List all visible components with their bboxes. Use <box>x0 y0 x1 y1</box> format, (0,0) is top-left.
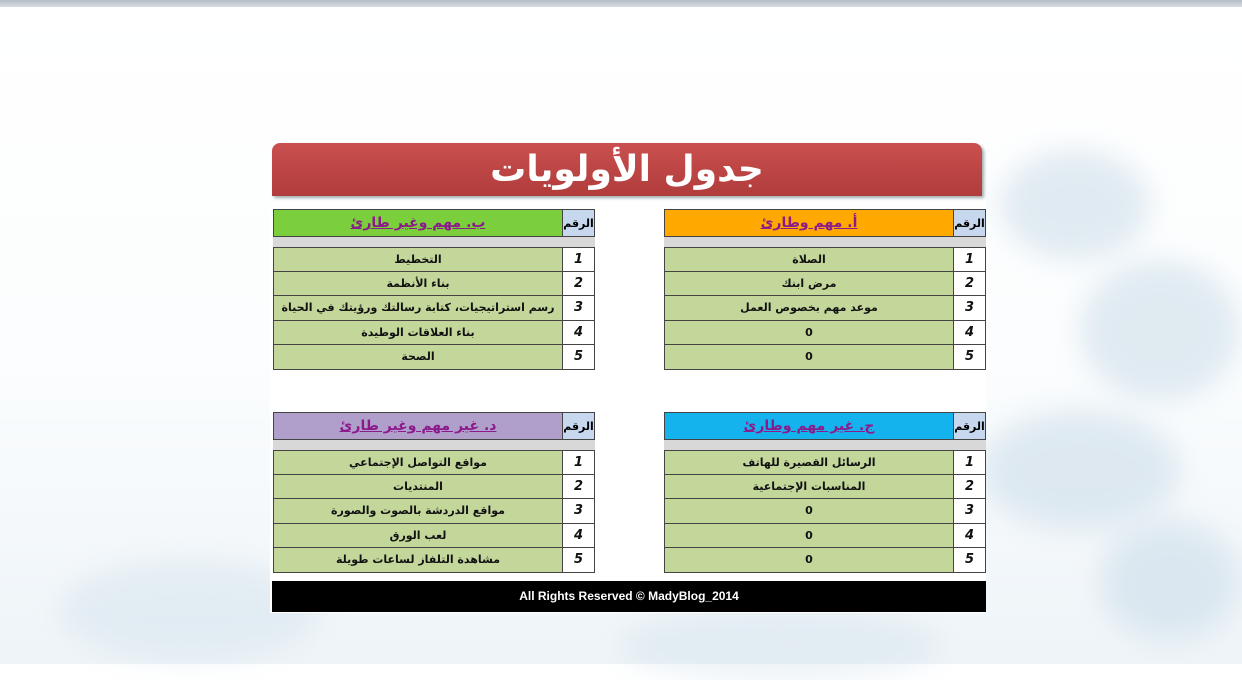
row-number: 3 <box>954 296 986 321</box>
table-row <box>664 321 986 346</box>
table-row <box>273 321 595 346</box>
quadrant-c-title[interactable]: ج. غير مهم وطارئ <box>664 412 954 440</box>
number-column-header: الرقم <box>954 412 986 440</box>
item-cell[interactable]: رسم استراتيجيات، كتابة رسالتك ورؤيتك في الحياة <box>273 296 563 321</box>
table-row <box>273 450 595 475</box>
table-row <box>664 296 986 321</box>
item-cell[interactable]: مواقع التواصل الإجتماعي <box>273 450 563 475</box>
row-number: 1 <box>954 450 986 475</box>
table-row <box>664 548 986 573</box>
item-cell[interactable]: مشاهدة التلفاز لساعات طويلة <box>273 548 563 573</box>
row-number: 2 <box>954 272 986 297</box>
table-row <box>273 499 595 524</box>
item-cell[interactable]: 0 <box>664 548 954 573</box>
row-number: 3 <box>563 499 595 524</box>
row-number: 5 <box>563 548 595 573</box>
item-cell[interactable]: 0 <box>664 499 954 524</box>
row-number: 4 <box>954 321 986 346</box>
row-number: 1 <box>563 247 595 272</box>
row-number: 4 <box>563 524 595 549</box>
table-row <box>273 296 595 321</box>
background-cloud <box>1000 150 1150 260</box>
table-row <box>664 345 986 370</box>
quadrant-b-title[interactable]: ب. مهم وغير طارئ <box>273 209 563 237</box>
item-cell[interactable]: موعد مهم بخصوص العمل <box>664 296 954 321</box>
quadrant-header <box>664 209 986 237</box>
item-cell[interactable]: الصلاة <box>664 247 954 272</box>
item-cell[interactable]: الصحة <box>273 345 563 370</box>
separator <box>273 440 595 450</box>
item-cell[interactable]: المناسبات الإجتماعية <box>664 475 954 500</box>
quadrant-header <box>273 412 595 440</box>
item-cell[interactable]: التخطيط <box>273 247 563 272</box>
number-column-header: الرقم <box>563 412 595 440</box>
item-cell[interactable]: 0 <box>664 321 954 346</box>
background-cloud <box>620 610 940 680</box>
quadrant-header <box>273 209 595 237</box>
row-number: 5 <box>954 548 986 573</box>
quadrant-c-list <box>664 450 986 573</box>
row-number: 4 <box>954 524 986 549</box>
background-cloud <box>980 410 1180 530</box>
table-row <box>273 345 595 370</box>
top-border <box>0 0 1242 7</box>
background-cloud <box>1100 520 1240 640</box>
row-number: 3 <box>563 296 595 321</box>
row-number: 2 <box>954 475 986 500</box>
separator <box>664 440 986 450</box>
table-row <box>664 524 986 549</box>
row-number: 1 <box>954 247 986 272</box>
table-row <box>664 450 986 475</box>
number-column-header: الرقم <box>563 209 595 237</box>
row-number: 3 <box>954 499 986 524</box>
row-number: 5 <box>954 345 986 370</box>
background-cloud <box>1080 260 1240 400</box>
item-cell[interactable]: بناء العلاقات الوطيدة <box>273 321 563 346</box>
table-row <box>273 524 595 549</box>
item-cell[interactable]: الرسائل القصيرة للهاتف <box>664 450 954 475</box>
quadrant-d-list <box>273 450 595 573</box>
quadrant-b-list <box>273 247 595 370</box>
copyright-footer: All Rights Reserved © MadyBlog_2014 <box>272 581 986 612</box>
quadrant-d-title[interactable]: د. غير مهم وغير طارئ <box>273 412 563 440</box>
row-number: 1 <box>563 450 595 475</box>
item-cell[interactable]: مرض ابنك <box>664 272 954 297</box>
table-row <box>664 247 986 272</box>
separator <box>273 237 595 247</box>
table-row <box>273 548 595 573</box>
table-row <box>273 247 595 272</box>
row-number: 5 <box>563 345 595 370</box>
page-title: جدول الأولويات <box>272 143 982 196</box>
number-column-header: الرقم <box>954 209 986 237</box>
item-cell[interactable]: المنتديات <box>273 475 563 500</box>
table-row <box>273 272 595 297</box>
separator <box>664 237 986 247</box>
row-number: 2 <box>563 272 595 297</box>
item-cell[interactable]: 0 <box>664 524 954 549</box>
quadrant-a-title[interactable]: أ. مهم وطارئ <box>664 209 954 237</box>
item-cell[interactable]: لعب الورق <box>273 524 563 549</box>
row-number: 2 <box>563 475 595 500</box>
item-cell[interactable]: 0 <box>664 345 954 370</box>
quadrant-header <box>664 412 986 440</box>
table-row <box>273 475 595 500</box>
row-number: 4 <box>563 321 595 346</box>
quadrant-a-list <box>664 247 986 370</box>
table-row <box>664 272 986 297</box>
item-cell[interactable]: مواقع الدردشة بالصوت والصورة <box>273 499 563 524</box>
table-row <box>664 499 986 524</box>
table-row <box>664 475 986 500</box>
item-cell[interactable]: بناء الأنظمة <box>273 272 563 297</box>
